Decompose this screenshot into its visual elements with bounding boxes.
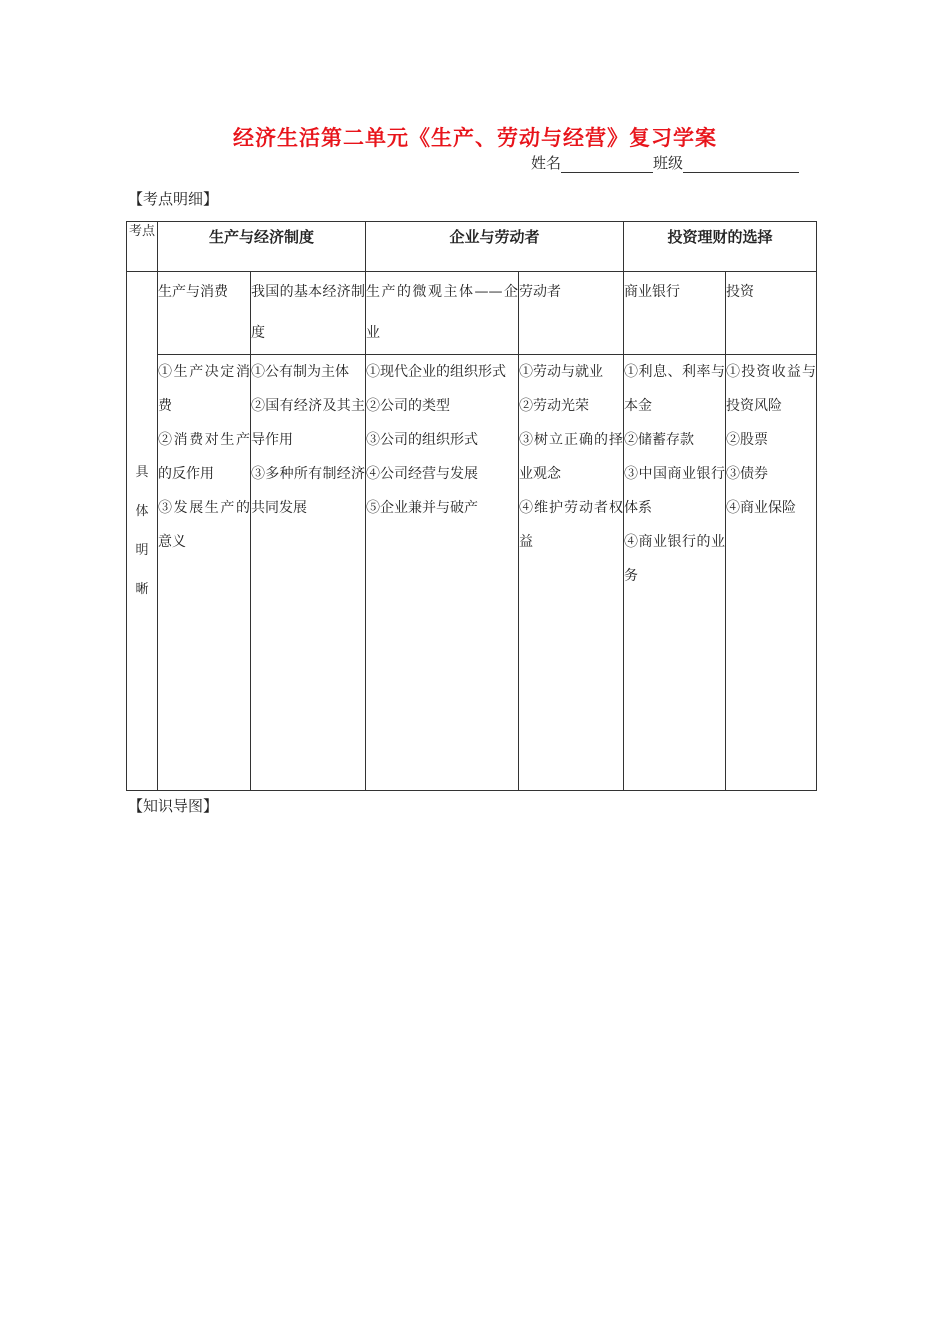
section-daotu: 【知识导图】: [128, 797, 219, 815]
content-bank: [624, 355, 726, 791]
list-item: ③多种所有制经济共同发展: [251, 466, 366, 516]
list-item: ②股票: [726, 432, 769, 448]
list-item: ①劳动与就业: [519, 364, 604, 380]
side-char: 体: [135, 504, 149, 519]
side-char: 明: [135, 543, 149, 558]
subheader-enterprise: 生产的微观主体——企业: [366, 272, 519, 355]
subheader-economic-system: 我国的基本经济制度: [251, 272, 366, 355]
list-item: ②国有经济及其主导作用: [251, 398, 366, 448]
name-label: 姓名: [531, 154, 562, 172]
side-label-cell: [127, 272, 158, 791]
content-economic-system: [251, 355, 366, 791]
corner-cell: [127, 222, 158, 272]
name-blank: [561, 155, 653, 173]
subheader-production-consumption: 生产与消费: [158, 272, 251, 355]
side-char: 晰: [135, 582, 149, 597]
header-production: 生产与经济制度: [158, 222, 366, 272]
header-investment: 投资理财的选择: [624, 222, 817, 272]
list-item: ③树立正确的择业观念: [519, 432, 624, 482]
subheader-bank: 商业银行: [624, 272, 726, 355]
list-item: ①利息、利率与本金: [624, 364, 726, 414]
corner-label: 考点: [128, 224, 155, 239]
side-char: 具: [135, 465, 149, 480]
class-label: 班级: [653, 154, 684, 172]
list-item: ④商业银行的业务: [624, 534, 726, 584]
list-item: ②储蓄存款: [624, 432, 695, 448]
list-item: ②劳动光荣: [519, 398, 590, 414]
section-kaodian: 【考点明细】: [128, 190, 219, 208]
content-production-consumption: [158, 355, 251, 791]
list-item: ④公司经营与发展: [366, 466, 479, 482]
content-laborer: [519, 355, 624, 791]
list-item: ①生产决定消费: [158, 364, 250, 414]
subheader-investment: 投资: [726, 272, 817, 355]
list-item: ③公司的组织形式: [366, 432, 479, 448]
list-item: ①投资收益与投资风险: [726, 364, 817, 414]
content-enterprise: [366, 355, 519, 791]
name-class-line: [531, 152, 799, 173]
class-blank: [683, 155, 799, 173]
list-item: ④维护劳动者权益: [519, 500, 624, 550]
list-item: ②消费对生产的反作用: [158, 432, 250, 482]
list-item: ③中国商业银行体系: [624, 466, 726, 516]
list-item: ⑤企业兼并与破产: [366, 500, 479, 516]
page-title: 经济生活第二单元《生产、劳动与经营》复习学案: [233, 126, 717, 150]
list-item: ②公司的类型: [366, 398, 451, 414]
subheader-laborer: 劳动者: [519, 272, 624, 355]
list-item: ①公有制为主体: [251, 364, 349, 380]
content-investment: [726, 355, 817, 791]
list-item: ③发展生产的意义: [158, 500, 250, 550]
list-item: ①现代企业的组织形式: [366, 364, 507, 380]
header-enterprise: 企业与劳动者: [366, 222, 624, 272]
list-item: ③债券: [726, 466, 769, 482]
list-item: ④商业保险: [726, 500, 797, 516]
kaodian-table: [126, 221, 817, 791]
